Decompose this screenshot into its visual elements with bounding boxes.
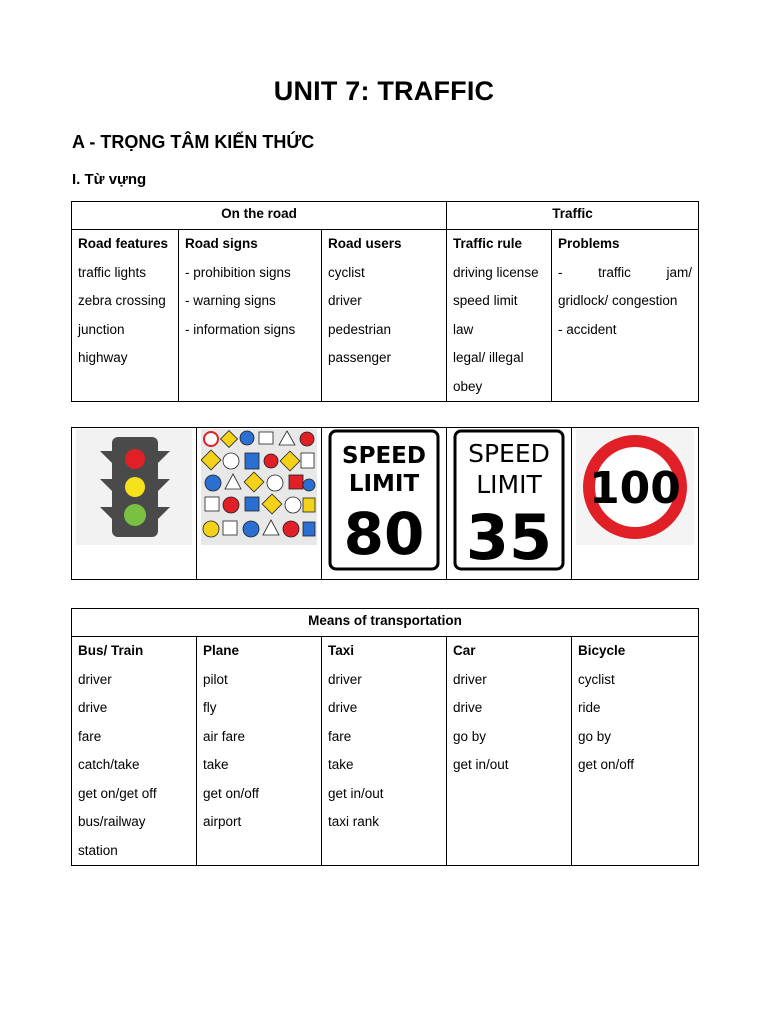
list-item: take [328,757,354,772]
column-header: Plane [203,643,240,658]
column-header: Bicycle [578,643,626,658]
list-item-justified [558,259,692,288]
sign-value: 100 [589,463,681,514]
column-header: Road users [328,236,402,251]
column-plane [197,637,322,866]
list-item: junction [78,321,125,337]
column-header: Problems [558,236,620,251]
road-signs-collage-image [201,429,317,545]
column-bicycle [572,637,699,866]
list-item: driver [328,293,362,308]
list-item: get in/out [453,757,509,772]
section-heading-a: A - TRỌNG TÂM KIẾN THỨC [72,132,315,152]
list-item: - accident [558,321,617,337]
list-item: - prohibition signs [185,264,291,280]
list-item: catch/take [78,757,140,772]
list-item: drive [78,700,108,715]
list-item: airport [203,814,242,829]
list-item: take [203,757,229,772]
page-title: UNIT 7: TRAFFIC [273,76,495,106]
list-item: drive [328,700,358,715]
list-item: pedestrian [328,321,392,337]
column-problems [552,230,699,402]
speed-limit-100-sign [576,429,694,545]
list-item: speed limit [453,293,518,308]
image-cell-speed-limit-80 [322,428,447,580]
list-item: station [78,842,118,858]
list-item: driver [78,671,112,687]
section-heading-vocabulary: I. Từ vựng [72,171,147,188]
image-row-table [71,427,699,580]
column-road-users [322,230,447,402]
column-header: Taxi [328,643,355,658]
sign-value: 35 [465,501,553,571]
list-item: get on/off [203,785,260,801]
column-bus-train [72,637,197,866]
image-cell-traffic-light [72,428,197,580]
list-item: get on/get off [78,785,157,801]
column-header: Traffic rule [453,236,523,251]
group-header-on-the-road: On the road [72,202,447,230]
sign-text: SPEED [468,439,550,468]
sign-text: LIMIT [476,470,542,499]
column-header: Road signs [185,236,258,251]
list-item: cyclist [578,671,615,687]
list-item: cyclist [328,264,365,280]
column-traffic-rule [447,230,552,402]
list-item: go by [453,728,487,744]
list-item: gridlock/ congestion [558,293,678,308]
sign-text: LIMIT [348,471,420,497]
sign-text: SPEED [342,443,426,469]
list-item: - warning signs [185,293,276,308]
speed-limit-80-sign [328,429,440,571]
list-item: fare [328,728,352,744]
list-item: obey [453,378,483,394]
list-item: driver [328,671,362,687]
list-item: bus/railway [78,814,146,829]
column-header: Car [453,643,476,658]
word: traffic [598,264,631,280]
list-item: air fare [203,728,246,744]
list-item: drive [453,700,483,715]
table-header-means-of-transportation: Means of transportation [72,609,699,637]
word: - [558,264,563,280]
list-item: driver [453,671,487,687]
column-road-features [72,230,179,402]
list-item: ride [578,700,601,715]
list-item: fare [78,728,102,744]
list-item: highway [78,350,128,365]
vocabulary-table [71,201,699,402]
transportation-table [71,608,699,866]
column-header: Road features [78,236,169,251]
speed-limit-35-sign [453,429,565,571]
column-taxi [322,637,447,866]
list-item: passenger [328,350,392,365]
image-cell-speed-limit-100 [572,428,699,580]
traffic-light-image [76,429,192,545]
list-item: driving license [453,264,539,280]
list-item: pilot [203,671,228,687]
image-cell-road-signs-collage [197,428,322,580]
list-item: legal/ illegal [453,350,524,365]
column-header: Bus/ Train [78,643,144,658]
list-item: law [453,321,474,337]
list-item: get in/out [328,785,384,801]
list-item: - information signs [185,321,296,337]
list-item: get on/off [578,757,635,772]
list-item: fly [203,700,217,715]
image-cell-speed-limit-35 [447,428,572,580]
word: jam/ [666,264,693,280]
column-road-signs [179,230,322,402]
list-item: zebra crossing [78,293,166,308]
list-item: taxi rank [328,814,380,829]
column-car [447,637,572,866]
list-item: traffic lights [78,264,147,280]
list-item: go by [578,728,612,744]
group-header-traffic: Traffic [447,202,699,230]
sign-value: 80 [343,500,425,568]
